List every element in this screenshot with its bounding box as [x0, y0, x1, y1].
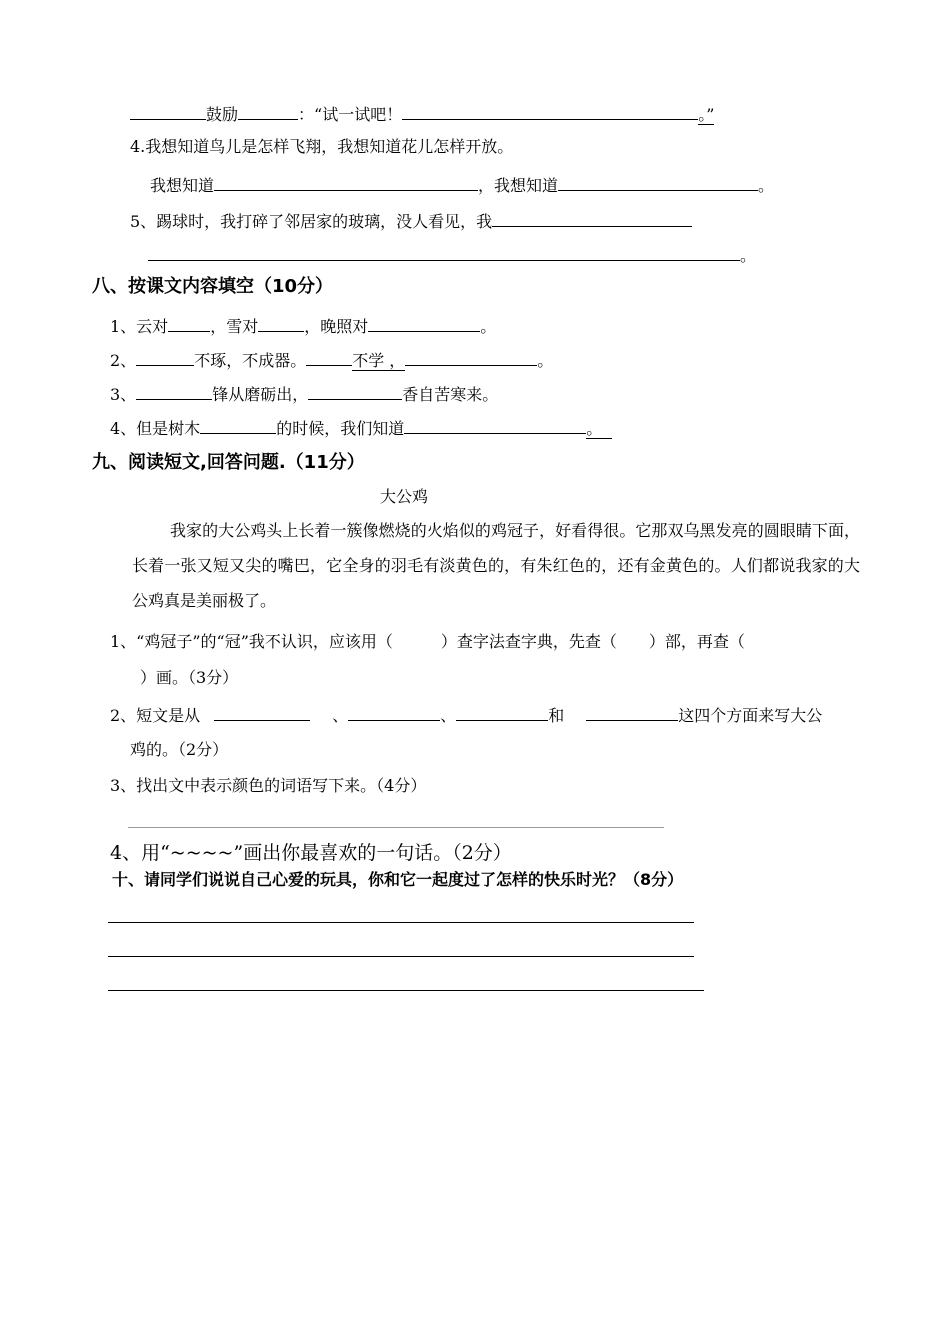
blank[interactable]	[558, 174, 758, 191]
text: ，雪对	[210, 317, 259, 336]
text: 。	[480, 317, 497, 336]
text: 这四个方面来写大公	[678, 706, 823, 725]
section8-heading: 八、按课文内容填空（10分）	[92, 276, 334, 297]
answer-line[interactable]	[108, 956, 694, 957]
line-encourage	[130, 103, 714, 125]
text: 的时候，我们知道	[276, 419, 405, 438]
q5-line2	[148, 244, 756, 266]
q5-text: 5、踢球时，我打碎了邻居家的玻璃，没人看见，我	[130, 212, 493, 231]
blank[interactable]	[148, 244, 740, 261]
blank[interactable]	[168, 315, 210, 332]
text-try: ：“试一试吧！	[298, 105, 403, 124]
text: 1、云对	[110, 317, 169, 336]
text: 2、	[110, 351, 137, 370]
text: 2、短文是从	[110, 706, 201, 725]
s9-q2-line1	[110, 704, 822, 726]
s9-q4: 4、用“~~~~”画出你最喜欢的一句话。（2分）	[110, 842, 512, 864]
text: 3、	[110, 385, 137, 404]
text: 、	[332, 706, 349, 725]
blank[interactable]	[456, 704, 548, 721]
text: 4、但是树木	[110, 419, 201, 438]
text: 。	[586, 419, 612, 439]
s8-q1	[110, 315, 496, 337]
passage-title: 大公鸡	[380, 487, 429, 506]
period: 。	[758, 176, 775, 195]
label-want-know: 我想知道	[150, 176, 215, 195]
s9-q1-line1: 1、“鸡冠子”的“冠”我不认识，应该用（ ）查字法查字典，先查（ ）部，再查（	[110, 632, 745, 651]
blank[interactable]	[214, 174, 478, 191]
answer-line[interactable]	[108, 922, 694, 923]
s9-q1-line2: ）画。（3分）	[140, 668, 239, 687]
blank[interactable]	[492, 210, 692, 227]
blank[interactable]	[214, 704, 310, 721]
text-encourage: 鼓励	[206, 105, 239, 124]
s9-q3: 3、找出文中表示颜色的词语写下来。（4分）	[110, 776, 427, 795]
blank[interactable]	[238, 103, 298, 120]
text: 香自苦寒来。	[402, 385, 499, 404]
period: 。	[740, 246, 757, 265]
blank[interactable]	[136, 383, 212, 400]
text: 。	[537, 351, 554, 370]
text: 锋从磨砺出，	[212, 385, 309, 404]
answer-line[interactable]	[108, 990, 704, 991]
blank[interactable]	[404, 417, 586, 434]
text: 不学 ，	[352, 351, 406, 370]
q4-answer-line	[150, 174, 774, 196]
text: 和	[548, 706, 565, 725]
blank[interactable]	[586, 704, 678, 721]
answer-line[interactable]	[128, 827, 664, 828]
blank[interactable]	[258, 315, 304, 332]
s8-q3	[110, 383, 498, 405]
blank[interactable]	[368, 315, 480, 332]
blank[interactable]	[136, 349, 194, 366]
text: 不琢，不成器。	[194, 351, 307, 370]
section10-heading: 十、请同学们说说自己心爱的玩具，你和它一起度过了怎样的快乐时光？（8分）	[112, 870, 684, 889]
text: 、	[440, 706, 457, 725]
s8-q2	[110, 349, 553, 371]
blank[interactable]	[348, 704, 440, 721]
s9-q2-line2: 鸡的。（2分）	[130, 740, 229, 759]
blank[interactable]	[200, 417, 276, 434]
text: ，晚照对	[304, 317, 369, 336]
text-end-quote: 。”	[698, 105, 715, 124]
q5-text-line	[130, 210, 692, 232]
section9-heading: 九、阅读短文,回答问题.（11分）	[92, 452, 365, 473]
blank[interactable]	[308, 383, 402, 400]
blank[interactable]	[405, 349, 537, 366]
blank[interactable]	[306, 349, 352, 366]
blank[interactable]	[402, 103, 698, 120]
s8-q4	[110, 417, 612, 439]
label-want-know-2: ，我想知道	[478, 176, 559, 195]
q4-text: 4.我想知道鸟儿是怎样飞翔，我想知道花儿怎样开放。	[130, 137, 514, 156]
passage: 我家的大公鸡头上长着一簇像燃烧的火焰似的鸡冠子，好看得很。它那双乌黑发亮的圆眼睛下面，长着一张又短又尖的嘴巴，它全身的羽毛有淡黄色的，有朱红色的，还有金黄色的。人们都说我家的大公鸡真是美丽极了。	[132, 521, 860, 610]
